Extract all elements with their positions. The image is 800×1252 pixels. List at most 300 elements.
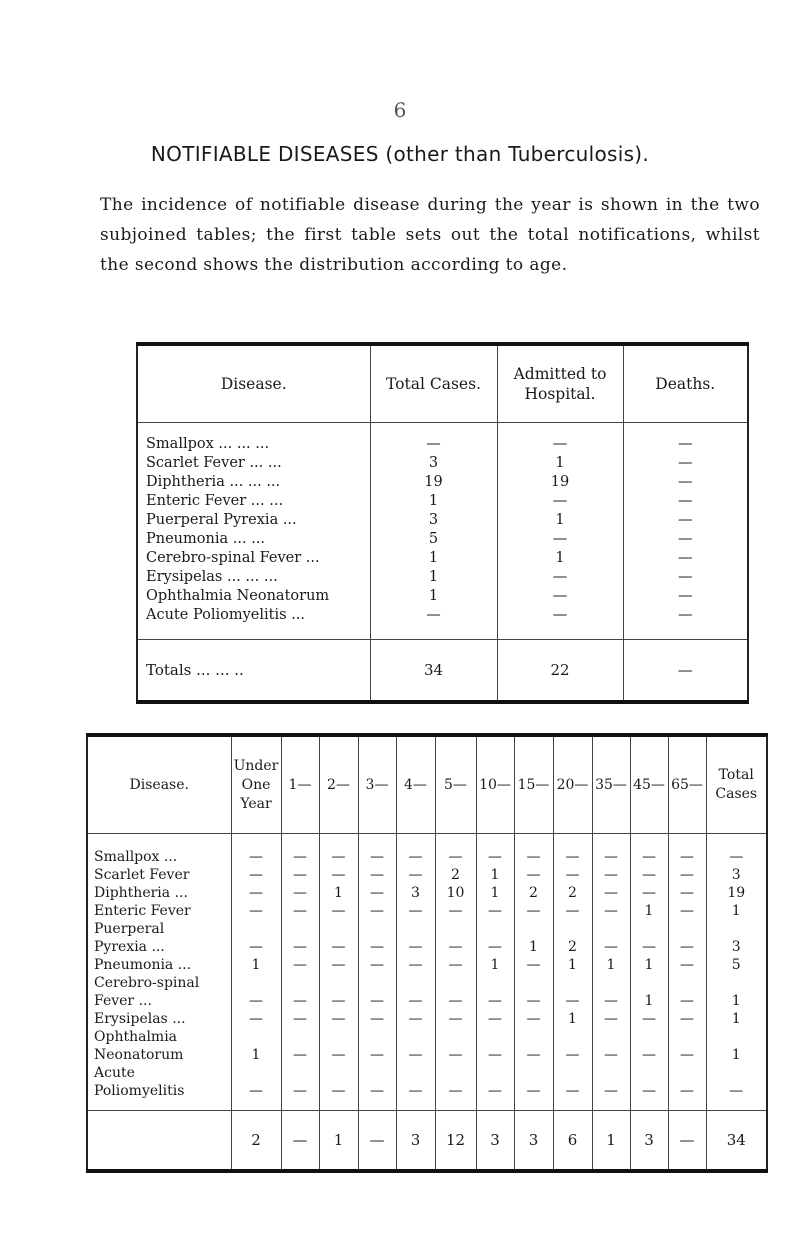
t2-disease-cell: Scarlet Fever	[87, 866, 231, 884]
t2-header-cell: 5—	[435, 735, 476, 834]
t2-value-cell: —	[668, 1010, 706, 1028]
t1-row	[137, 454, 748, 473]
t2-value-cell: —	[358, 1046, 396, 1064]
t2-header-cell: 20—	[553, 735, 592, 834]
t2-value-cell: —	[358, 938, 396, 956]
t2-row	[87, 1028, 767, 1046]
t2-value-cell: —	[514, 866, 553, 884]
t2-row	[87, 902, 767, 920]
t1-value-cell: 1	[497, 549, 623, 568]
t2-empty-cell	[231, 1064, 281, 1082]
t1-header-cell: Deaths.	[623, 344, 748, 423]
t2-value-cell: 1	[514, 938, 553, 956]
t2-value-cell: —	[668, 902, 706, 920]
t2-value-cell: —	[319, 1046, 358, 1064]
t2-empty-cell	[630, 974, 668, 992]
t2-value-cell: —	[592, 938, 630, 956]
t1-total-cell: 22	[497, 640, 623, 703]
t2-value-cell: —	[435, 1082, 476, 1111]
t2-empty-cell	[319, 1064, 358, 1082]
t2-header-cell: 45—	[630, 735, 668, 834]
t2-total-cell: 1	[319, 1111, 358, 1172]
t2-value-cell: —	[476, 834, 514, 867]
t2-value-cell: 1	[706, 1046, 767, 1064]
t1-header-cell: Total Cases.	[370, 344, 497, 423]
t2-empty-cell	[706, 1064, 767, 1082]
t2-value-cell: —	[553, 866, 592, 884]
t2-value-cell: —	[358, 1010, 396, 1028]
t2-value-cell: —	[668, 884, 706, 902]
t1-row	[137, 568, 748, 587]
t2-value-cell: —	[396, 956, 435, 974]
t2-disease-cell: Enteric Fever	[87, 902, 231, 920]
t2-row	[87, 956, 767, 974]
t2-header-cell: 2—	[319, 735, 358, 834]
t2-value-cell: 2	[553, 884, 592, 902]
t2-value-cell: 2	[435, 866, 476, 884]
t2-header-cell: 35—	[592, 735, 630, 834]
t2-total-cell: 3	[630, 1111, 668, 1172]
t2-value-cell: —	[358, 956, 396, 974]
t2-empty-cell	[514, 1064, 553, 1082]
t2-value-cell: 1	[231, 1046, 281, 1064]
t1-disease-cell: Enteric Fever ... ...	[137, 492, 370, 511]
t2-value-cell: —	[396, 866, 435, 884]
t1-value-cell: —	[370, 606, 497, 640]
t1-value-cell: —	[623, 423, 748, 455]
t2-empty-cell	[630, 1028, 668, 1046]
t2-value-cell: —	[592, 902, 630, 920]
t2-value-cell: —	[668, 866, 706, 884]
t2-empty-cell	[706, 920, 767, 938]
t2-value-cell: 1	[592, 956, 630, 974]
t2-disease-cell: Neonatorum	[87, 1046, 231, 1064]
t2-empty-cell	[396, 1028, 435, 1046]
t2-value-cell: —	[396, 902, 435, 920]
t2-value-cell: —	[231, 1082, 281, 1111]
t2-value-cell: 3	[706, 866, 767, 884]
t2-value-cell: —	[592, 866, 630, 884]
t2-value-cell: —	[553, 992, 592, 1010]
t2-disease-cell: Pneumonia ...	[87, 956, 231, 974]
t2-value-cell: —	[231, 834, 281, 867]
t2-value-cell: —	[514, 1010, 553, 1028]
t2-value-cell: —	[630, 1046, 668, 1064]
t2-value-cell: 1	[630, 992, 668, 1010]
t2-value-cell: —	[592, 1082, 630, 1111]
t1-row	[137, 549, 748, 568]
t2-value-cell: —	[281, 1010, 319, 1028]
t1-value-cell: —	[623, 492, 748, 511]
notifications-table	[136, 342, 749, 704]
t2-value-cell: —	[630, 834, 668, 867]
t2-value-cell: —	[358, 884, 396, 902]
t2-value-cell: 1	[630, 902, 668, 920]
t1-row	[137, 530, 748, 549]
t2-value-cell: —	[553, 834, 592, 867]
t1-value-cell: 19	[497, 473, 623, 492]
t2-empty-cell	[358, 920, 396, 938]
t2-header-cell: 65—	[668, 735, 706, 834]
t2-value-cell: —	[476, 1010, 514, 1028]
page-title: NOTIFIABLE DISEASES (other than Tuberculosis).	[150, 142, 650, 166]
t2-value-cell: 1	[630, 956, 668, 974]
t2-value-cell: —	[553, 902, 592, 920]
t2-value-cell: —	[706, 834, 767, 867]
t1-header-cell: Admitted to Hospital.	[497, 344, 623, 423]
t2-value-cell: —	[476, 902, 514, 920]
t2-value-cell: —	[281, 992, 319, 1010]
page-number: 6	[393, 98, 407, 122]
t1-value-cell: 3	[370, 454, 497, 473]
t1-value-cell: 5	[370, 530, 497, 549]
t1-row	[137, 511, 748, 530]
t2-value-cell: 2	[553, 938, 592, 956]
t2-empty-cell	[553, 974, 592, 992]
t2-value-cell: 1	[706, 902, 767, 920]
t2-value-cell: —	[435, 938, 476, 956]
t2-value-cell: —	[435, 1010, 476, 1028]
t2-empty-cell	[592, 1064, 630, 1082]
t2-value-cell: 19	[706, 884, 767, 902]
t2-value-cell: —	[319, 866, 358, 884]
t2-empty-cell	[630, 920, 668, 938]
t2-empty-cell	[435, 920, 476, 938]
t2-row	[87, 1046, 767, 1064]
t2-value-cell: 3	[706, 938, 767, 956]
t2-row	[87, 834, 767, 867]
t2-value-cell: —	[319, 1010, 358, 1028]
t2-value-cell: —	[553, 1082, 592, 1111]
t2-empty-cell	[396, 974, 435, 992]
t1-row	[137, 606, 748, 640]
t2-empty-cell	[476, 920, 514, 938]
t2-empty-cell	[668, 920, 706, 938]
t2-value-cell: —	[592, 1046, 630, 1064]
t2-empty-cell	[668, 974, 706, 992]
t1-value-cell: —	[623, 606, 748, 640]
t2-value-cell: —	[514, 834, 553, 867]
t2-header-cell: 3—	[358, 735, 396, 834]
t2-empty-cell	[435, 974, 476, 992]
t1-row	[137, 473, 748, 492]
t2-row	[87, 866, 767, 884]
t2-row	[87, 992, 767, 1010]
t1-value-cell: 19	[370, 473, 497, 492]
t2-value-cell: —	[435, 956, 476, 974]
t2-value-cell: —	[553, 1046, 592, 1064]
t2-value-cell: —	[396, 938, 435, 956]
t2-disease-cell: Cerebro-spinal	[87, 974, 231, 992]
t2-value-cell: 5	[706, 956, 767, 974]
t2-empty-cell	[396, 920, 435, 938]
t2-value-cell: —	[396, 1082, 435, 1111]
t2-value-cell: —	[668, 1046, 706, 1064]
t1-disease-cell: Ophthalmia Neonatorum	[137, 587, 370, 606]
t2-value-cell: —	[396, 1046, 435, 1064]
t2-value-cell: —	[668, 834, 706, 867]
t2-total-cell: 34	[706, 1111, 767, 1172]
t2-empty-cell	[435, 1064, 476, 1082]
t2-value-cell: —	[396, 1010, 435, 1028]
t1-value-cell: —	[623, 454, 748, 473]
t2-value-cell: —	[281, 938, 319, 956]
t2-value-cell: —	[281, 1082, 319, 1111]
t1-value-cell: —	[497, 530, 623, 549]
t2-value-cell: 1	[706, 1010, 767, 1028]
t2-empty-cell	[706, 1028, 767, 1046]
t2-empty-cell	[668, 1028, 706, 1046]
t2-value-cell: 1	[553, 1010, 592, 1028]
t2-empty-cell	[553, 1028, 592, 1046]
t2-value-cell: —	[435, 902, 476, 920]
t2-total-cell: 3	[476, 1111, 514, 1172]
t1-value-cell: 1	[370, 549, 497, 568]
t2-header-cell: 10—	[476, 735, 514, 834]
t2-value-cell: —	[281, 956, 319, 974]
t2-empty-cell	[706, 974, 767, 992]
t1-disease-cell: Puerperal Pyrexia ...	[137, 511, 370, 530]
t2-row	[87, 938, 767, 956]
t2-disease-cell: Acute	[87, 1064, 231, 1082]
t2-empty-cell	[514, 920, 553, 938]
t2-value-cell: —	[319, 956, 358, 974]
t2-value-cell: 2	[514, 884, 553, 902]
t2-value-cell: —	[514, 956, 553, 974]
t2-value-cell: —	[319, 938, 358, 956]
t1-value-cell: —	[497, 423, 623, 455]
t2-empty-cell	[358, 1064, 396, 1082]
t2-value-cell: —	[435, 834, 476, 867]
t2-total-cell: —	[358, 1111, 396, 1172]
t2-value-cell: 1	[476, 866, 514, 884]
t2-total-cell: 1	[592, 1111, 630, 1172]
t2-value-cell: —	[630, 866, 668, 884]
t1-value-cell: —	[497, 568, 623, 587]
t2-value-cell: —	[706, 1082, 767, 1111]
t1-disease-cell: Scarlet Fever ... ...	[137, 454, 370, 473]
t2-empty-cell	[476, 1028, 514, 1046]
t2-value-cell: 1	[319, 884, 358, 902]
t2-header-cell: Total Cases	[706, 735, 767, 834]
t2-row	[87, 884, 767, 902]
t2-value-cell: —	[358, 1082, 396, 1111]
t2-value-cell: —	[476, 992, 514, 1010]
t2-row	[87, 1010, 767, 1028]
t2-value-cell: —	[592, 834, 630, 867]
t1-value-cell: 1	[370, 587, 497, 606]
t2-total-cell: 2	[231, 1111, 281, 1172]
t2-value-cell: —	[231, 1010, 281, 1028]
t2-value-cell: —	[668, 938, 706, 956]
t2-value-cell: 1	[553, 956, 592, 974]
t2-value-cell: —	[281, 834, 319, 867]
t2-empty-cell	[319, 1028, 358, 1046]
t2-disease-cell: Diphtheria ...	[87, 884, 231, 902]
t1-value-cell: —	[623, 473, 748, 492]
t2-row	[87, 1064, 767, 1082]
t1-value-cell: 1	[497, 454, 623, 473]
t2-totals-label	[87, 1111, 231, 1172]
t2-total-cell: 12	[435, 1111, 476, 1172]
t2-value-cell: 10	[435, 884, 476, 902]
t2-empty-cell	[231, 920, 281, 938]
t1-total-cell: —	[623, 640, 748, 703]
intro-paragraph: The incidence of notifiable disease during the year is shown in the two subjoined tables; the first table sets out the total notifications, whilst the second shows the distribution according to age.	[100, 195, 760, 275]
t1-value-cell: 1	[497, 511, 623, 530]
t2-value-cell: —	[231, 992, 281, 1010]
t2-value-cell: —	[231, 902, 281, 920]
t2-value-cell: —	[358, 866, 396, 884]
t2-value-cell: —	[281, 902, 319, 920]
t1-totals-row	[137, 640, 748, 703]
t2-value-cell: —	[319, 1082, 358, 1111]
t1-value-cell: —	[623, 587, 748, 606]
t1-disease-cell: Erysipelas ... ... ...	[137, 568, 370, 587]
t2-value-cell: —	[668, 956, 706, 974]
t2-value-cell: —	[476, 1082, 514, 1111]
t2-value-cell: —	[592, 1010, 630, 1028]
t2-total-cell: 3	[514, 1111, 553, 1172]
t2-empty-cell	[476, 1064, 514, 1082]
t2-value-cell: —	[435, 992, 476, 1010]
t2-value-cell: —	[630, 938, 668, 956]
t1-value-cell: —	[623, 511, 748, 530]
t2-row	[87, 920, 767, 938]
t2-header-cell: Disease.	[87, 735, 231, 834]
t2-empty-cell	[476, 974, 514, 992]
t2-value-cell: —	[630, 1010, 668, 1028]
t2-value-cell: —	[514, 1046, 553, 1064]
t2-value-cell: —	[592, 992, 630, 1010]
t2-value-cell: —	[630, 1082, 668, 1111]
t2-value-cell: —	[281, 884, 319, 902]
t2-value-cell: —	[668, 1082, 706, 1111]
t2-row	[87, 974, 767, 992]
t2-value-cell: 3	[396, 884, 435, 902]
t2-empty-cell	[358, 1028, 396, 1046]
t2-value-cell: 1	[476, 884, 514, 902]
t2-empty-cell	[231, 974, 281, 992]
t2-empty-cell	[358, 974, 396, 992]
t2-total-cell: —	[668, 1111, 706, 1172]
t2-value-cell: 1	[706, 992, 767, 1010]
t2-value-cell: —	[231, 884, 281, 902]
t2-disease-cell: Erysipelas ...	[87, 1010, 231, 1028]
t2-value-cell: —	[396, 992, 435, 1010]
t2-empty-cell	[592, 974, 630, 992]
t2-empty-cell	[630, 1064, 668, 1082]
t2-empty-cell	[231, 1028, 281, 1046]
t2-value-cell: —	[396, 834, 435, 867]
t2-empty-cell	[319, 974, 358, 992]
t2-value-cell: —	[281, 1046, 319, 1064]
t2-empty-cell	[592, 1028, 630, 1046]
t2-value-cell: —	[514, 992, 553, 1010]
t2-totals-row	[87, 1111, 767, 1172]
t1-value-cell: —	[370, 423, 497, 455]
t2-value-cell: 1	[231, 956, 281, 974]
t1-disease-cell: Smallpox ... ... ...	[137, 423, 370, 455]
t2-total-cell: 3	[396, 1111, 435, 1172]
t1-disease-cell: Acute Poliomyelitis ...	[137, 606, 370, 640]
t2-empty-cell	[514, 1028, 553, 1046]
t1-header-cell: Disease.	[137, 344, 370, 423]
t1-disease-cell: Diphtheria ... ... ...	[137, 473, 370, 492]
t2-header-cell: 15—	[514, 735, 553, 834]
t1-value-cell: —	[623, 530, 748, 549]
t2-row	[87, 1082, 767, 1111]
t2-header-cell: 4—	[396, 735, 435, 834]
t1-row	[137, 423, 748, 455]
t2-value-cell: —	[476, 1046, 514, 1064]
t1-value-cell: —	[623, 549, 748, 568]
t1-row	[137, 587, 748, 606]
t2-header-cell: 1—	[281, 735, 319, 834]
t2-value-cell: —	[358, 902, 396, 920]
t2-value-cell: 1	[476, 956, 514, 974]
t2-empty-cell	[553, 920, 592, 938]
t2-empty-cell	[435, 1028, 476, 1046]
t1-total-cell: 34	[370, 640, 497, 703]
t1-totals-label: Totals ... ... ..	[137, 640, 370, 703]
t2-value-cell: —	[319, 834, 358, 867]
t2-empty-cell	[592, 920, 630, 938]
t2-value-cell: —	[668, 992, 706, 1010]
t2-value-cell: —	[231, 938, 281, 956]
t2-disease-cell: Poliomyelitis	[87, 1082, 231, 1111]
t2-value-cell: —	[514, 1082, 553, 1111]
t1-value-cell: 3	[370, 511, 497, 530]
t2-empty-cell	[668, 1064, 706, 1082]
t1-disease-cell: Cerebro-spinal Fever ...	[137, 549, 370, 568]
t1-row	[137, 492, 748, 511]
t1-value-cell: —	[497, 492, 623, 511]
t1-value-cell: —	[497, 587, 623, 606]
t2-value-cell: —	[358, 834, 396, 867]
t2-empty-cell	[553, 1064, 592, 1082]
t2-empty-cell	[319, 920, 358, 938]
t2-header-cell: Under One Year	[231, 735, 281, 834]
t2-value-cell: —	[592, 884, 630, 902]
t2-value-cell: —	[319, 992, 358, 1010]
t1-value-cell: —	[623, 568, 748, 587]
t2-total-cell: 6	[553, 1111, 592, 1172]
t2-value-cell: —	[435, 1046, 476, 1064]
t2-disease-cell: Smallpox ...	[87, 834, 231, 867]
t2-disease-cell: Fever ...	[87, 992, 231, 1010]
t2-disease-cell: Ophthalmia	[87, 1028, 231, 1046]
t2-empty-cell	[396, 1064, 435, 1082]
t2-disease-cell: Puerperal	[87, 920, 231, 938]
t1-value-cell: 1	[370, 568, 497, 587]
t2-empty-cell	[514, 974, 553, 992]
t2-empty-cell	[281, 974, 319, 992]
age-distribution-table	[86, 733, 768, 1173]
t2-disease-cell: Pyrexia ...	[87, 938, 231, 956]
t2-value-cell: —	[231, 866, 281, 884]
t2-value-cell: —	[358, 992, 396, 1010]
t2-empty-cell	[281, 1028, 319, 1046]
t1-value-cell: 1	[370, 492, 497, 511]
t2-value-cell: —	[476, 938, 514, 956]
t2-total-cell: —	[281, 1111, 319, 1172]
t1-value-cell: —	[497, 606, 623, 640]
t2-empty-cell	[281, 1064, 319, 1082]
t2-value-cell: —	[281, 866, 319, 884]
t2-value-cell: —	[630, 884, 668, 902]
t2-value-cell: —	[514, 902, 553, 920]
